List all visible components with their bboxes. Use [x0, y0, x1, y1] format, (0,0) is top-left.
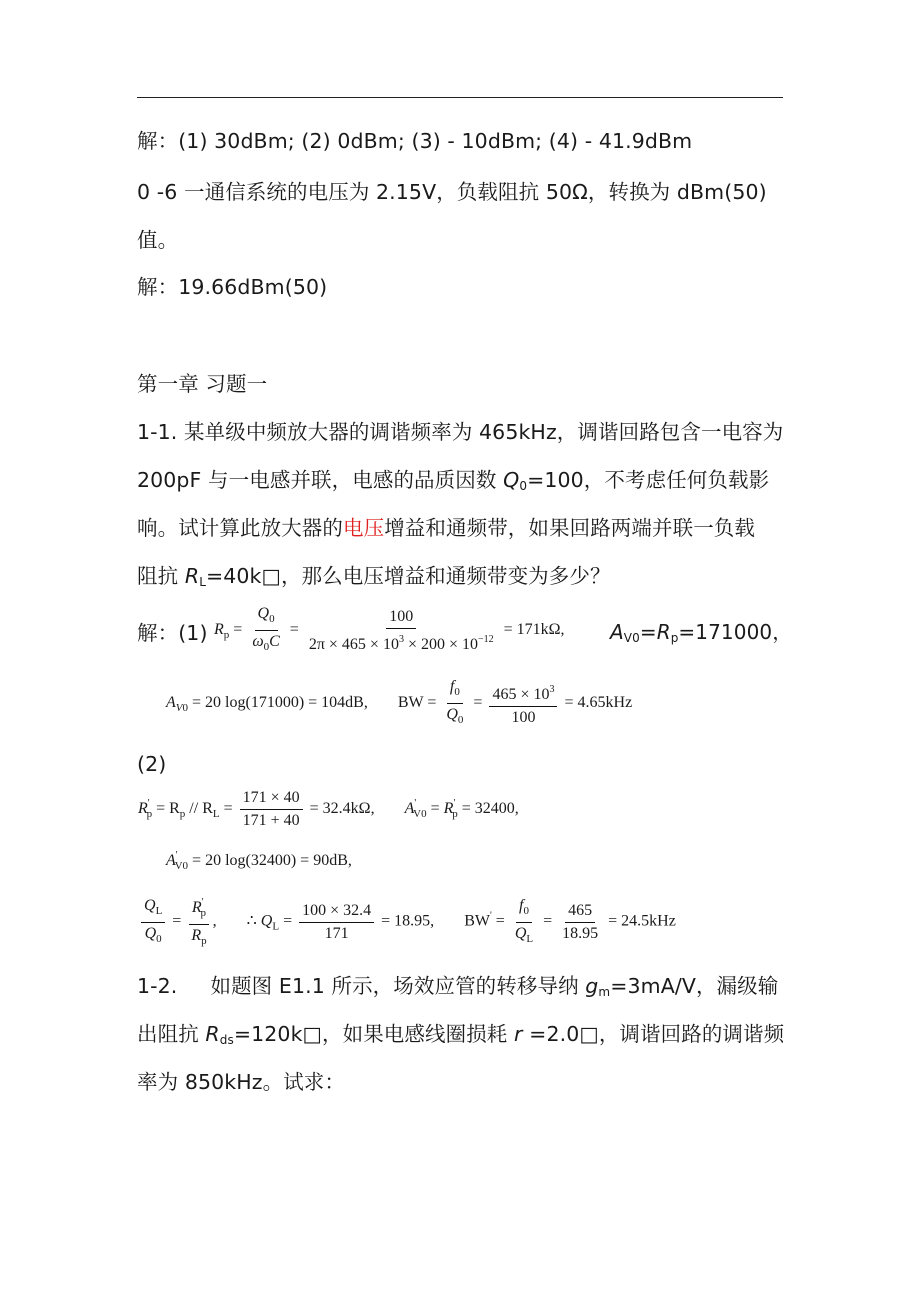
question-0-6-line2: 值。: [137, 228, 179, 252]
bw-label: BW =: [397, 694, 437, 712]
eq-den: × 200 × 10: [403, 635, 478, 653]
text-segment: =120k□，如果电感线圈损耗: [233, 1022, 515, 1046]
fraction: [489, 680, 557, 728]
fraction: [240, 788, 303, 831]
question-1-1-line1: 1-1. 某单级中频放大器的调谐频率为 465kHz，调谐回路包含一电容为: [137, 420, 784, 444]
solution1-label: 解：(1): [137, 621, 208, 645]
eq-result: = 171kΩ,: [503, 621, 565, 639]
eq-result: = 18.95,: [381, 912, 435, 930]
fraction: [249, 604, 282, 657]
solution2-label: (2): [137, 752, 167, 776]
rds-symbol: R: [205, 1022, 220, 1046]
eq-result: = 32.4kΩ,: [309, 800, 375, 818]
gm-subscript: m: [598, 985, 611, 999]
top-rule: [137, 97, 783, 98]
eq-symbol: Q: [446, 706, 458, 723]
equation-ql-bw: $\frac{Q_L}{Q_0}$ = $\frac{R'_p}{R_p}$ , ∴ $Q_L$ = $\frac{100 \times 32.4}{171}$ = 18.95, BW' = $\frac{f_0}{Q_L}$ = $\frac{465}{18.95}$ = 24.5kHz: [138, 893, 676, 951]
text-segment: 200pF 与一电感并联，电感的品质因数: [137, 468, 504, 492]
equation-rp: $R_p$ = $\frac{Q_0}{\omega_0C}$ = $\frac{100}{2\pi \times 465 \times 10^3 \times 200 \times 10^{-12}}$ = 171kΩ,: [214, 604, 565, 657]
rl-subscript: L: [199, 575, 206, 589]
eq-result: = 32400,: [461, 800, 519, 818]
av-symbol: A: [610, 620, 624, 644]
eq-num: 465 × 10: [492, 685, 550, 703]
eq-symbol: f: [449, 678, 455, 695]
eq-sub: 0: [263, 641, 270, 653]
text-segment: =2.0□，调谐回路的调谐频: [522, 1022, 785, 1046]
eq-symbol: Q: [257, 605, 270, 622]
eq-result: = 20 log(171000) = 104dB,: [192, 694, 368, 712]
eq-text: = R: [156, 800, 180, 818]
text-segment: 1-2. 如题图 E1.1 所示，场效应管的转移导纳: [137, 974, 586, 998]
eq-den: 2π × 465 × 10: [308, 635, 399, 653]
answer-0-6: 解：19.66dBm(50): [137, 275, 328, 299]
q0-symbol: Q: [503, 468, 520, 492]
text-segment: =100，不考虑任何负载影: [527, 468, 770, 492]
text-segment: 阻抗: [137, 564, 185, 588]
text-segment: =171000，: [678, 620, 793, 644]
answer-prev: 解：(1) 30dBm; (2) 0dBm; (3) - 10dBm; (4) - 41.9dBm: [137, 129, 693, 153]
eq-sub: 0: [457, 714, 464, 726]
text-segment: 出阻抗: [137, 1022, 206, 1046]
eq-num: 465: [565, 901, 595, 923]
question-1-2-line2: [137, 1017, 784, 1047]
eq-num: 100 × 32.4: [299, 901, 374, 923]
fraction: [306, 607, 497, 655]
fraction: [299, 901, 374, 944]
eq-num: 171 × 40: [240, 788, 303, 810]
eq-num: 100: [386, 607, 416, 629]
text-segment: =40k□，那么电压增益和通频带变为多少？: [205, 564, 611, 588]
r-symbol: r: [514, 1022, 523, 1046]
fraction: $\frac{R'_p}{R_p}$: [188, 893, 209, 951]
rl-symbol: R: [184, 564, 200, 588]
highlight-voltage: 电压: [343, 516, 385, 540]
therefore-symbol: ∴: [246, 912, 257, 930]
question-1-1-line3: [137, 511, 755, 541]
fraction: [443, 677, 466, 730]
eq-exp: 3: [398, 633, 404, 645]
av-subscript: V0: [623, 631, 640, 645]
fraction: $\frac{Q_L}{Q_0}$: [141, 896, 165, 949]
fraction: [559, 901, 601, 944]
rds-subscript: ds: [219, 1033, 234, 1047]
question-1-1-line4: [137, 559, 611, 589]
eq-sub: 0: [454, 686, 460, 698]
fraction: $\frac{f_0}{Q_L}$: [514, 896, 534, 945]
question-1-2-line3: 率为 850kHz。试求：: [137, 1070, 345, 1094]
question-0-6-line1: 0 -6 一通信系统的电压为 2.15V，负载阻抗 50Ω，转换为 dBm(50): [137, 180, 767, 204]
bw-label: BW: [464, 912, 490, 930]
eq-exp: 3: [549, 683, 555, 695]
eq-text: // R: [185, 800, 213, 818]
eq-sub: 0: [269, 613, 275, 625]
eq-result: = 24.5kHz: [608, 912, 676, 930]
q0-subscript: 0: [519, 479, 528, 493]
question-1-2-line1: [137, 969, 778, 999]
eq-den: 18.95: [562, 924, 599, 942]
eq-exp: −12: [477, 633, 494, 645]
eq-result: = 4.65kHz: [564, 694, 633, 712]
text-segment: =3mA/V，漏级输: [610, 974, 779, 998]
equation-av0-prime-db: $A'_{V0} = 20$ log(32400) = 90dB,: [166, 850, 352, 872]
eq-symbol: C: [269, 633, 280, 650]
text-segment: =: [639, 620, 657, 644]
av0-text: [610, 616, 792, 645]
chapter-title: 第一章 习题一: [137, 372, 268, 396]
text-segment: 增益和通频带，如果回路两端并联一负载: [384, 516, 756, 540]
rp-symbol: R: [656, 620, 671, 644]
question-1-1-line2: [137, 463, 769, 493]
equation-rp-prime: $R'_p = R_p // R_L$ = $\frac{171 \times 40}{171 + 40}$ = 32.4kΩ, $A'_{V0} = R'_p = 32400$,: [138, 789, 519, 829]
rp-subscript: p: [670, 631, 679, 645]
text-segment: 响。试计算此放大器的: [137, 516, 343, 540]
eq-symbol: ω: [252, 633, 264, 650]
eq-result: = 20 log(32400) = 90dB,: [192, 852, 352, 869]
eq-den: 171 + 40: [242, 812, 300, 829]
eq-den: 100: [511, 708, 536, 726]
equation-av0-bw: $A_{V0} = 20$ log(171000) = 104dB, BW = $\frac{f_0}{Q_0}$ = $\frac{465 \times 10^3}{100}$ = 4.65kHz: [166, 677, 632, 730]
eq-den: 171: [324, 924, 349, 942]
gm-symbol: g: [585, 974, 599, 998]
